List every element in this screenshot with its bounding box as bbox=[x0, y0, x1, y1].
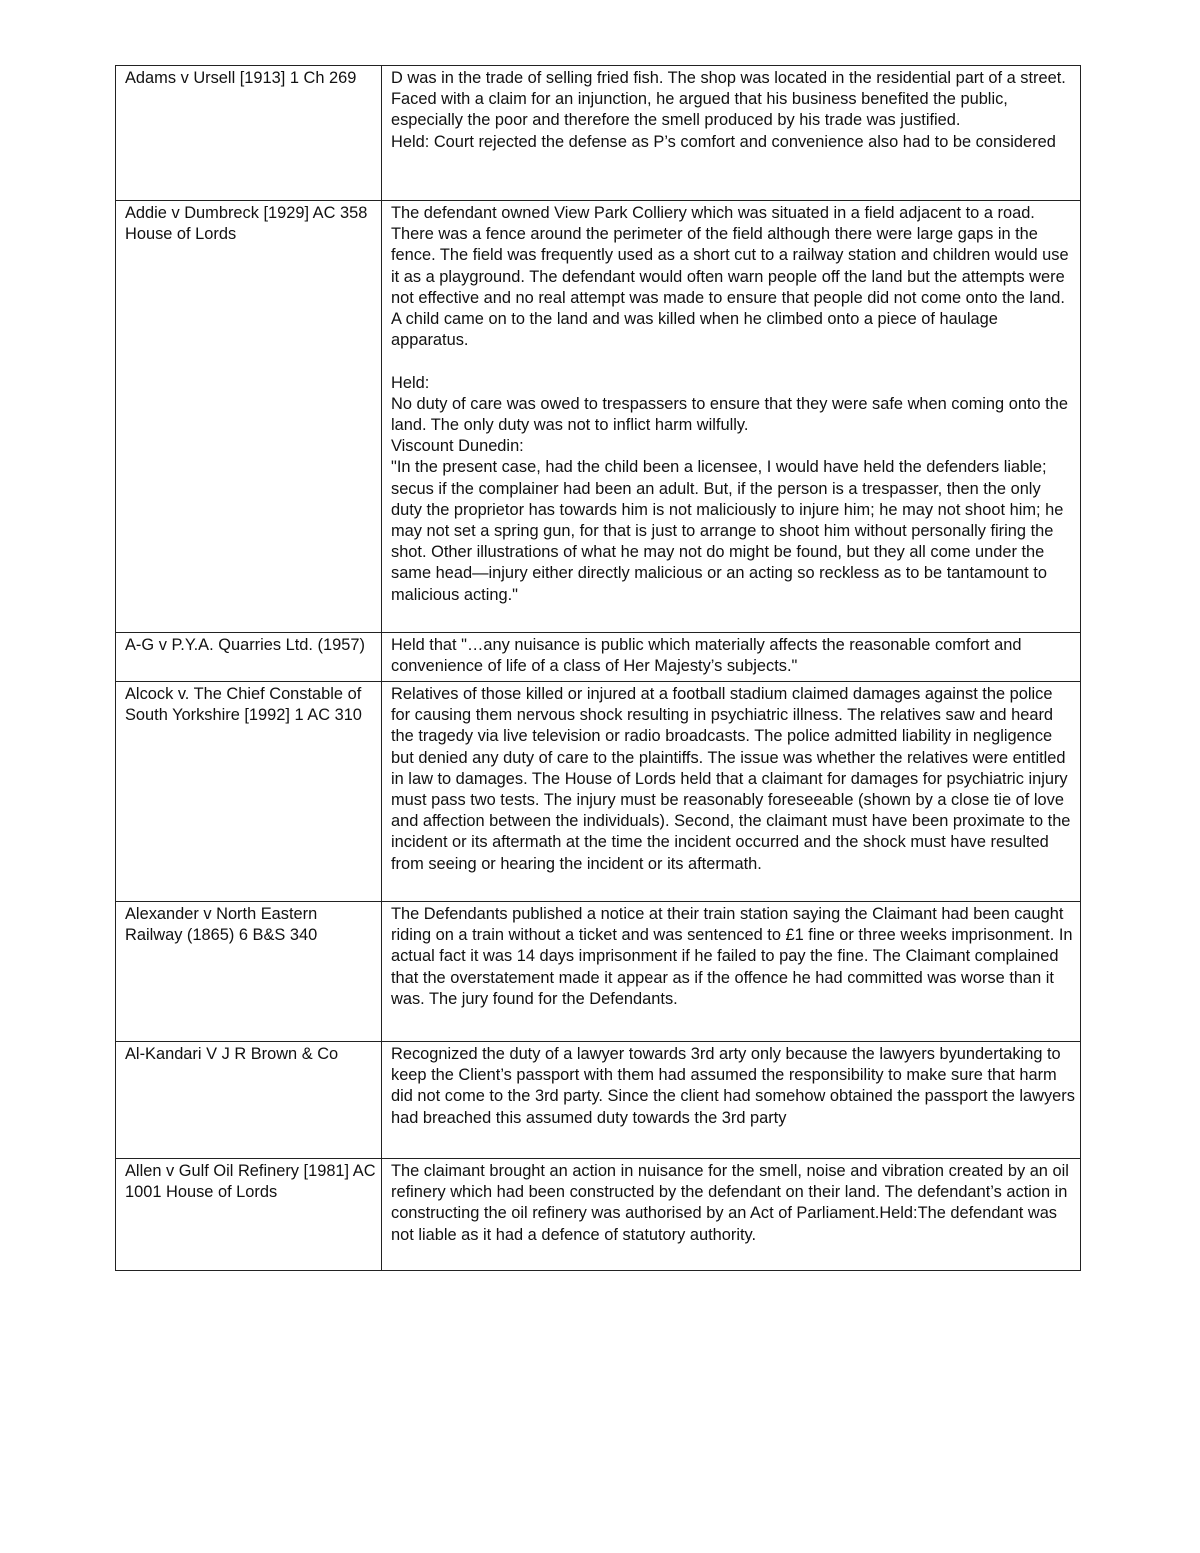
table-row bbox=[116, 682, 1081, 902]
case-summary-cell: The Defendants published a notice at their train station saying the Claimant had been caught riding on a train without a ticket and was sentenced to £1 fine or three weeks imprisonment. In actual fact it was 14 days imprisonment if he failed to pay the fine. The Claimant complained that the overstatement made it appear as if the offence he had committed was worse than it was. The jury found for the Defendants. bbox=[382, 902, 1081, 1042]
case-summary-cell: The claimant brought an action in nuisance for the smell, noise and vibration created by an oil refinery which had been constructed by the defendant on their land. The defendant’s action in constructing the oil refinery was authorised by an Act of Parliament.Held:The defendant was not liable as it had a defence of statutory authority. bbox=[382, 1159, 1081, 1271]
table-row bbox=[116, 1159, 1081, 1271]
case-name-cell: Allen v Gulf Oil Refinery [1981] AC 1001 House of Lords bbox=[116, 1159, 382, 1271]
table-row bbox=[116, 1042, 1081, 1159]
document-page bbox=[115, 65, 1080, 1271]
case-name-cell: Adams v Ursell [1913] 1 Ch 269 bbox=[116, 66, 382, 201]
table-row bbox=[116, 902, 1081, 1042]
case-table bbox=[115, 65, 1081, 1271]
case-name-cell: Al-Kandari V J R Brown & Co bbox=[116, 1042, 382, 1159]
case-name-cell: Alexander v North Eastern Railway (1865) 6 B&S 340 bbox=[116, 902, 382, 1042]
table-row bbox=[116, 201, 1081, 633]
table-row bbox=[116, 633, 1081, 682]
case-summary-cell: The defendant owned View Park Colliery which was situated in a field adjacent to a road. There was a fence around the perimeter of the field although there were large gaps in the fence. The field was frequently used as a short cut to a railway station and children would use it as a playground. The defendant would often warn people off the land but the attempts were not effective and no real attempt was made to ensure that people did not come onto the land. A child came on to the land and was killed when he climbed onto a piece of haulage apparatus. Held: No duty of care was owed to trespassers to ensure that they were safe when coming onto the land. The only duty was not to inflict harm wilfully. Viscount Dunedin: "In the present case, had the child been a licensee, I would have held the defenders liable; secus if the complainer had been an adult. But, if the person is a trespasser, then the only duty the proprietor has towards him is not maliciously to injure him; he may not shoot him; he may not set a spring gun, for that is just to arrange to shoot him without personally firing the shot. Other illustrations of what he may not do might be found, but they all come under the same head—injury either directly malicious or an acting so reckless as to be tantamount to malicious acting." bbox=[382, 201, 1081, 633]
case-name-cell: A-G v P.Y.A. Quarries Ltd. (1957) bbox=[116, 633, 382, 682]
case-name-cell: Addie v Dumbreck [1929] AC 358 House of Lords bbox=[116, 201, 382, 633]
case-summary-cell: Relatives of those killed or injured at a football stadium claimed damages against the police for causing them nervous shock resulting in psychiatric illness. The relatives saw and heard the tragedy via live television or radio broadcasts. The police admitted liability in negligence but denied any duty of care to the plaintiffs. The issue was whether the relatives were entitled in law to damages. The House of Lords held that a claimant for damages for psychiatric injury must pass two tests. The injury must be reasonably foreseeable (shown by a close tie of love and affection between the individuals). Second, the claimant must have been proximate to the incident or its aftermath at the time the incident occurred and the shock must have resulted from seeing or hearing the incident or its aftermath. bbox=[382, 682, 1081, 902]
case-summary-cell: D was in the trade of selling fried fish. The shop was located in the residential part of a street. Faced with a claim for an injunction, he argued that his business benefited the public, especially the poor and therefore the smell produced by his trade was justified. Held: Court rejected the defense as P’s comfort and convenience also had to be considered bbox=[382, 66, 1081, 201]
case-summary-cell: Recognized the duty of a lawyer towards 3rd arty only because the lawyers byundertaking to keep the Client’s passport with them had assumed the responsibility to make sure that harm did not come to the 3rd party. Since the client had somehow obtained the passport the lawyers had breached this assumed duty towards the 3rd party bbox=[382, 1042, 1081, 1159]
case-summary-cell: Held that "…any nuisance is public which materially affects the reasonable comfort and convenience of life of a class of Her Majesty’s subjects." bbox=[382, 633, 1081, 682]
case-name-cell: Alcock v. The Chief Constable of South Yorkshire [1992] 1 AC 310 bbox=[116, 682, 382, 902]
table-row bbox=[116, 66, 1081, 201]
